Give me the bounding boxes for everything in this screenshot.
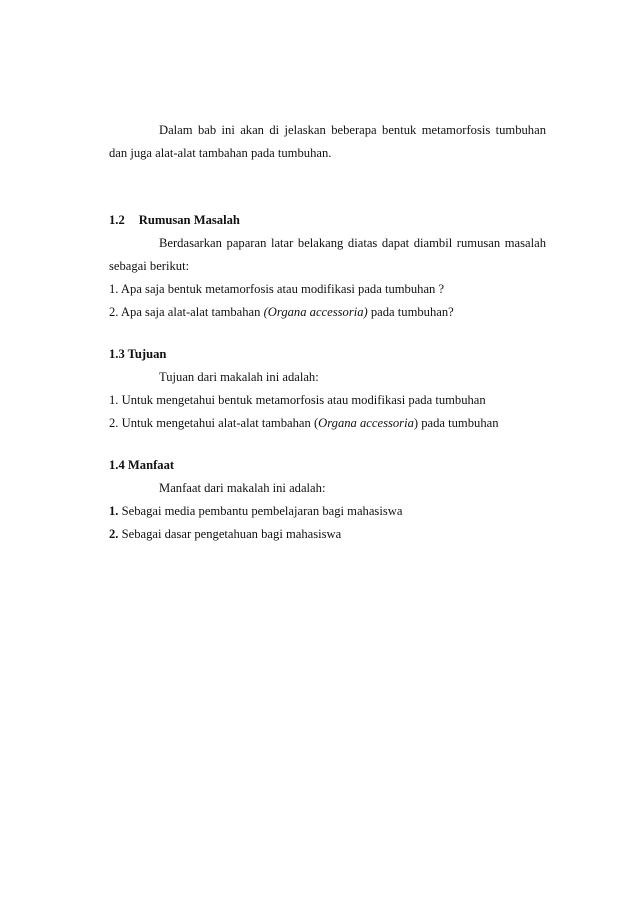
list-text: Sebagai media pembantu pembelajaran bagi mahasiswa xyxy=(121,504,403,518)
section-1-2-heading xyxy=(109,212,240,228)
list-number: 2. xyxy=(109,527,119,541)
list-item xyxy=(109,304,454,320)
section-1-3-heading xyxy=(109,346,166,362)
intro-line-2: dan juga alat-alat tambahan pada tumbuhan. xyxy=(109,146,332,160)
list-item xyxy=(109,526,341,542)
list-text-italic: Organa accessoria xyxy=(318,416,414,430)
list-item xyxy=(109,392,486,408)
list-number: 2. xyxy=(109,305,119,319)
section-1-2-para-line-2: sebagai berikut: xyxy=(109,259,190,273)
list-item xyxy=(109,415,499,431)
list-text: Untuk mengetahui alat-alat tambahan ( xyxy=(121,416,319,430)
list-text: Sebagai dasar pengetahuan bagi mahasiswa xyxy=(121,527,342,541)
section-1-4-heading xyxy=(109,457,174,473)
list-number: 2. xyxy=(109,416,119,430)
list-text: pada tumbuhan? xyxy=(370,305,454,319)
list-item xyxy=(109,503,402,519)
section-number: 1.3 xyxy=(109,347,125,361)
section-title: Tujuan xyxy=(127,347,167,361)
list-text: ) pada tumbuhan xyxy=(413,416,499,430)
section-1-2-para-line-1: Berdasarkan paparan latar belakang diatas dapat diambil rumusan masalah xyxy=(159,236,546,250)
list-number: 1. xyxy=(109,504,119,518)
list-number: 1. xyxy=(109,282,119,296)
section-title: Rumusan Masalah xyxy=(138,213,240,227)
intro-line-1: Dalam bab ini akan di jelaskan beberapa bentuk metamorfosis tumbuhan xyxy=(159,123,546,137)
section-number: 1.2 xyxy=(109,213,125,227)
section-1-3-para: Tujuan dari makalah ini adalah: xyxy=(159,370,319,384)
section-title: Manfaat xyxy=(127,458,175,472)
section-number: 1.4 xyxy=(109,458,125,472)
list-text-italic: (Organa accessoria) xyxy=(263,305,368,319)
list-text: Apa saja alat-alat tambahan xyxy=(120,305,261,319)
list-number: 1. xyxy=(109,393,119,407)
list-text: Apa saja bentuk metamorfosis atau modifikasi pada tumbuhan ? xyxy=(120,282,445,296)
list-item xyxy=(109,281,444,297)
section-1-4-para: Manfaat dari makalah ini adalah: xyxy=(159,481,326,495)
list-text: Untuk mengetahui bentuk metamorfosis atau modifikasi pada tumbuhan xyxy=(121,393,486,407)
